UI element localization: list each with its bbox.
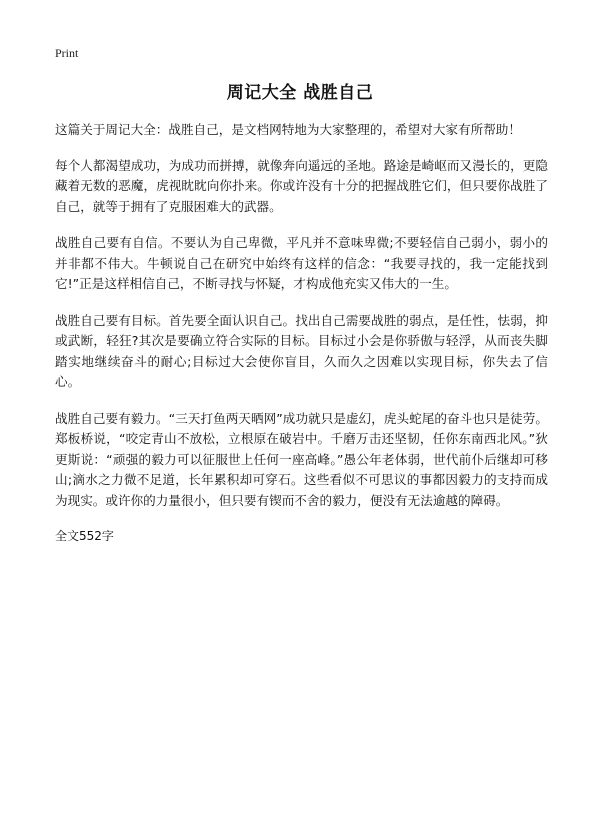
- page-title: 周记大全 战胜自己: [226, 83, 374, 103]
- body-paragraph: 战胜自己要有毅力。“三天打鱼两天晒网”成功就只是虚幻，虎头蛇尾的奋斗也只是徒劳。郑板桥说，“咬定青山不放松，立根原在破岩中。千磨万击还坚韧，任你东南西北风。”狄更斯说：“顽强的毅力可以征服世上任何一座高峰。”愚公年老体弱，世代前仆后继却可移山;滴水之力微不足道，长年累积却可穿石。这些看似不可思议的事都因毅力的支持而成为现实。或许你的力量很小，但只要有锲而不舍的毅力，便没有无法逾越的障碍。: [55, 410, 548, 508]
- body-paragraph: 每个人都渴望成功，为成功而拼搏，就像奔向遥远的圣地。路途是崎岖而又漫长的，更隐藏着无数的恶魔，虎视眈眈向你扑来。你或许没有十分的把握战胜它们，但只要你战胜了自己，就等于拥有了克服困难大的武器。: [55, 157, 548, 214]
- body-paragraph: 战胜自己要有自信。不要认为自己卑微，平凡并不意味卑微;不要轻信自己弱小，弱小的并非都不伟大。牛顿说自己在研究中始终有这样的信念：“我要寻找的，我一定能找到它!”正是这样相信自己，不断寻找与怀疑，才构成他充实又伟大的一生。: [55, 235, 548, 291]
- body-paragraph: 战胜自己要有目标。首先要全面认识自己。找出自己需要战胜的弱点，是任性，怯弱，抑或武断，轻狂?其次是要确立符合实际的目标。目标过小会是你骄傲与轻浮，从而丧失脚踏实地继续奋斗的耐心;目标过大会使你盲目，久而久之因难以实现目标，你失去了信心。: [55, 312, 548, 389]
- word-count: 全文552字: [55, 529, 114, 543]
- intro-paragraph: 这篇关于周记大全：战胜自己，是文档网特地为大家整理的，希望对大家有所帮助！: [55, 122, 521, 137]
- article-body: [55, 120, 548, 545]
- print-link[interactable]: Print: [55, 46, 79, 60]
